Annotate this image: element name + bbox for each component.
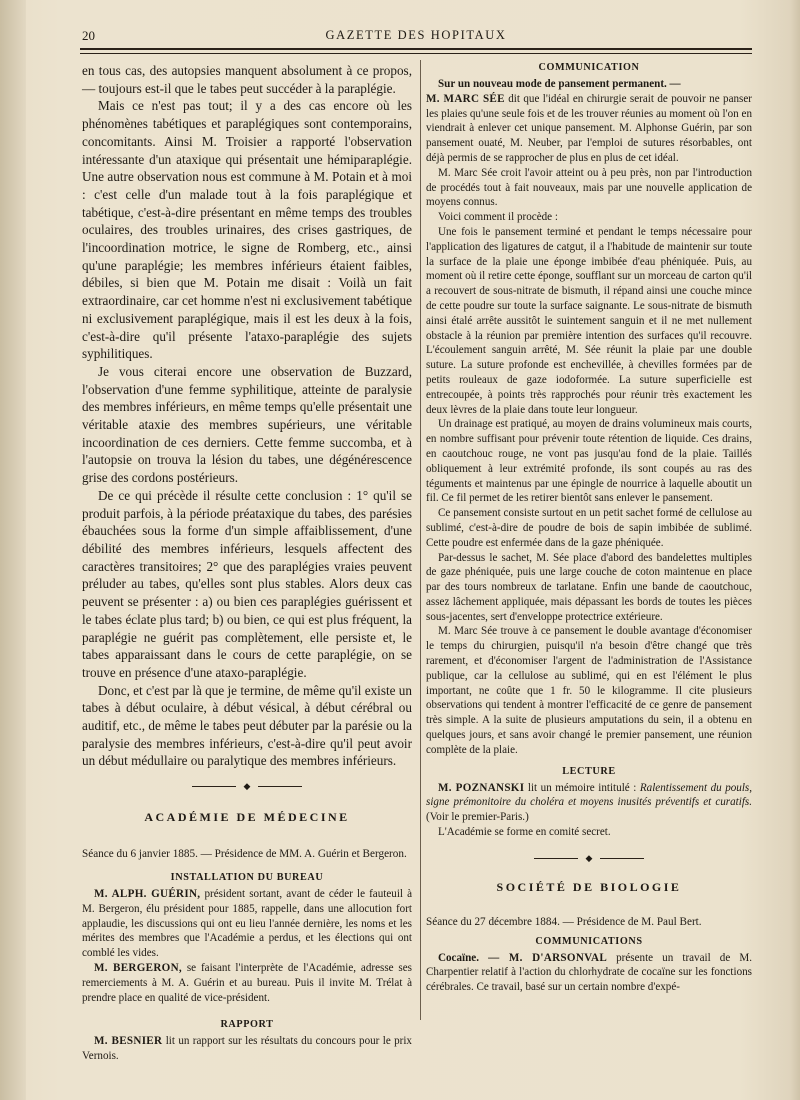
section-ornament: ◆ xyxy=(534,854,644,864)
left-paragraph: De ce qui précède il résulte cette conclusion : 1° qu'il se produit parfois, à la période préataxique du tabes, des parésies ébauchées sous la forme d'un simple affaiblissement, d'une débilité des membres inférieurs, lesquels affectent des caractères transitoires; 2° que des paraplégies vraies peuvent préluder au tabes, qu'elles sont plus stables. Alors deux cas peuvent se présenter : a) ou bien ces paraplégies guérissent et le tabes éclate plus tard; b) ou bien, ce qui est plus fréquent, la paraplégie ne guérit pas complètement, elle persiste et, le tabes apparaissant dans le cours de cette paraplégie, on se trouve en présence d'une ataxo-paraplégie. xyxy=(82,487,412,680)
right-paragraph: Un drainage est pratiqué, au moyen de drains volumineux mais courts, en nombre suffisant pour prévenir toute rétention de liquide. Ces drains, en caoutchouc rouge, ne vont pas jusqu'au fond de la plaie. Taillés obliquement à leur extrémité profonde, ils sont coupés au ras des téguments et maintenus par une épingle de nourrice à laquelle aboutit un fil. Ce fil permet de les retirer bientôt sans enlever le pansement. xyxy=(426,418,752,505)
page-number: 20 xyxy=(82,28,95,43)
lecture-title: LECTURE xyxy=(562,765,616,777)
header-rule-thin xyxy=(80,53,752,54)
bergeron-text: se faisant l'interprète de l'Académie, adresse ses remerciements à M. A. Guérin et au bureau. Puis il invite M. Trélat à prendre place en qualité de vice-président. xyxy=(82,961,412,1004)
left-column xyxy=(82,62,412,1064)
speaker-name: — M. D'ARSONVAL xyxy=(488,951,608,964)
left-paragraph: Donc, et c'est par là que je termine, de même qu'il existe un tabes à début oculaire, à début vésical, à début cérébral ou auditif, etc., de même le tabes peut débuter par la parésie ou la paralysie des membres inférieurs, c'est-à-dire qu'il peut avoir un début médullaire ou paralytique des membres inférieurs. xyxy=(82,682,412,769)
cocaine-label: Cocaïne. xyxy=(438,951,479,964)
societe-seance: Séance du 27 décembre 1884. — Présidence de M. Paul Bert. xyxy=(426,915,702,928)
communication-subtitle: Sur un nouveau mode de pansement permanent. — xyxy=(438,78,681,90)
right-paragraph: Voici comment il procède : xyxy=(438,211,558,224)
guerin-paragraph xyxy=(82,887,412,961)
running-title: GAZETTE DES HOPITAUX xyxy=(325,28,507,42)
speaker-name: M. ALPH. GUÉRIN, xyxy=(94,887,201,900)
poznanski-paragraph: M. POZNANSKI lit un mémoire intitulé : Ralentissement du pouls, signe prémonitoire du choléra et moyens inusités préventifs et curatifs. (Voir le premier-Paris.) xyxy=(426,781,753,824)
academie-title: ACADÉMIE DE MÉDECINE xyxy=(144,810,350,825)
cocaine-paragraph: Cocaïne. — M. D'ARSONVAL présente un travail de M. Charpentier relatif à l'action du chlorhydrate de cocaïne sur les fonctions cérébrales. Ce travail, basé sur un certain nombre d'expé- xyxy=(426,951,752,994)
memoir-title: Ralentissement du pouls, signe prémonitoire du choléra et moyens inusités préventifs et curatifs. xyxy=(426,781,753,809)
speaker-name: M. BERGERON, xyxy=(94,961,182,974)
right-paragraph: M. Marc Sée croit l'avoir atteint ou à peu près, non par l'introduction de procédés tout à fait nouveaux, mais par une nouvelle application de moyens connus. xyxy=(426,166,752,209)
bergeron-paragraph xyxy=(82,961,412,1005)
besnier-text: lit un rapport sur les résultats du concours pour le prix Vernois. xyxy=(82,1035,412,1063)
header-rule-thick xyxy=(80,48,752,50)
besnier-paragraph xyxy=(82,1034,412,1064)
column-divider xyxy=(420,60,421,1020)
speaker-name: M. MARC SÉE xyxy=(426,92,505,105)
left-paragraph: Mais ce n'est pas tout; il y a des cas encore où les phénomènes tabétiques et paraplégiques sont contemporains, concomitants. Ainsi M. Troisier a rapporté l'observation intéressante d'un ataxique qui présentait une hémiparaplégie. Une autre observation nous est commune à M. Potain et à moi : c'est celle d'un malade tout à la fois paraplégique et tabétique, c'est-à-dire présentant en même temps des troubles oculaires, des troubles urinaires, des crises gastriques, de l'incoordination motrice, le signe de Romberg, etc., ainsi qu'une paraplégie; les membres inférieurs étaient faibles, débiles, si bien que M. Potain me disait : Voilà un fait extraordinaire, car cet homme n'est ni exclusivement tabétique ni exclusivement paraplégique, mais il est les deux à la fois, c'est-à-dire qu'il présente l'ataxo-paraplégie des sujets syphilitiques. xyxy=(82,98,412,362)
societe-title: SOCIÉTÉ DE BIOLOGIE xyxy=(496,879,682,894)
academie-seance: Séance du 6 janvier 1885. — Présidence de MM. A. Guérin et Bergeron. xyxy=(82,848,407,861)
right-column xyxy=(426,62,752,995)
right-paragraph: Par-dessus le sachet, M. Sée place d'abord des bandelettes multiples de gaze phéniquée, puis une large couche de coton maintenue en place par des tours nombreux de tarlatane. Enfin une bande de caoutchouc, assez lâchement appliquée, mais dépassant les bords de toutes les pièces sous-jacentes, sert d'enveloppe protectrice extérieure. xyxy=(426,551,752,623)
guerin-text: président sortant, avant de céder le fauteuil à M. Bergeron, élu président pour 1885, rappelle, dans une allocution fort applaudie, les discussions qui ont eu lieu l'année dernière, les noms et les mérites des membres que l'Académie a perdus, et les élections qui ont comblé les vides. xyxy=(82,887,412,960)
right-paragraph: Ce pansement consiste surtout en un petit sachet formé de cellulose au sublimé, c'est-à-dire de poudre de bois de sapin imbibée de sublimé. Cette poudre est enfermée dans de la gaze phéniquée. xyxy=(426,507,752,549)
page-header xyxy=(82,28,750,48)
right-paragraph: Une fois le pansement terminé et pendant le temps nécessaire pour l'application des ligatures de catgut, il a l'habitude de maintenir sur toute la surface de la plaie une éponge imbibée d'eau phéniquée. Puis, au moment où il retire cette éponge, soufflant sur un morceau de carton qu'il a recouvert de sous-nitrate de bismuth, il répand ainsi une couche mince de cette poudre sur toute la surface saignante. Le sous-nitrate de bismuth ainsi étalé arrête aussitôt le suintement sanguin et il ne met nullement obstacle à la réunion par première intention des surfaces qu'il recouvre. L'écoulement sanguin arrêté, M. Sée réunit la plaie par une double suture. La suture profonde est enchevillée, à chevilles formées par de petits rouleaux de gaze iodoformée. La suture superficielle est entrecoupée, à points très rapprochés pour réunir très exactement les deux lèvres de la plaie dans toute leur longueur. xyxy=(426,225,752,416)
see-paragraph: M. MARC SÉE dit que l'idéal en chirurgie serait de pouvoir ne panser les plaies qu'une seule fois et de les trouver réunies au moment où l'on en viendrait à enlever cet unique pansement. M. Alphonse Guérin, par son pansement ouaté, M. Neuber, par l'emploi de sutures résorbables, ont déjà permis de se rapprocher de plus en plus de cet idéal. xyxy=(426,92,752,164)
rapport-title: RAPPORT xyxy=(220,1019,274,1031)
section-ornament: ◆ xyxy=(192,782,302,792)
speaker-name: M. BESNIER xyxy=(94,1035,163,1048)
left-paragraph: Je vous citerai encore une observation de Buzzard, l'observation d'une femme syphilitique, atteinte de paralysie des membres inférieurs, en même temps qu'elle présentait une véritable ataxie des membres supérieurs, une véritable incoordination de ces derniers. Cette femme succomba, et à l'autopsie on trouva la lésion du tabes, une dégénérescence grise des cordons postérieurs. xyxy=(82,363,412,486)
communication-title: COMMUNICATION xyxy=(538,62,640,73)
left-paragraph: en tous cas, des autopsies manquent absolument à ce propos, — toujours est-il que le tabes peut succéder à la paraplégie. xyxy=(82,63,412,96)
installation-title: INSTALLATION DU BUREAU xyxy=(170,871,324,883)
closing-line: L'Académie se forme en comité secret. xyxy=(438,826,611,839)
binding-gutter xyxy=(0,0,26,1100)
right-paragraph: M. Marc Sée trouve à ce pansement le double avantage d'économiser le temps du chirurgien, puisqu'il n'a besoin d'être changé que très rarement, et d'économiser l'argent de l'administration de l'Assistance publique, car la cellulose au sublimé, qui en est l'élément le plus important, ne coûte que 1 fr. 50 le kilogramme. Il cite plusieurs observations qui tendent à montrer l'efficacité de ce genre de pansement très simple. A la suite de plusieurs amputations du sein, il a obtenu en quelques jours, et sans avoir changé le premier pansement, une réunion complète de la plaie. xyxy=(426,625,752,756)
communications-title: COMMUNICATIONS xyxy=(535,935,643,947)
speaker-name: M. POZNANSKI xyxy=(438,781,525,794)
